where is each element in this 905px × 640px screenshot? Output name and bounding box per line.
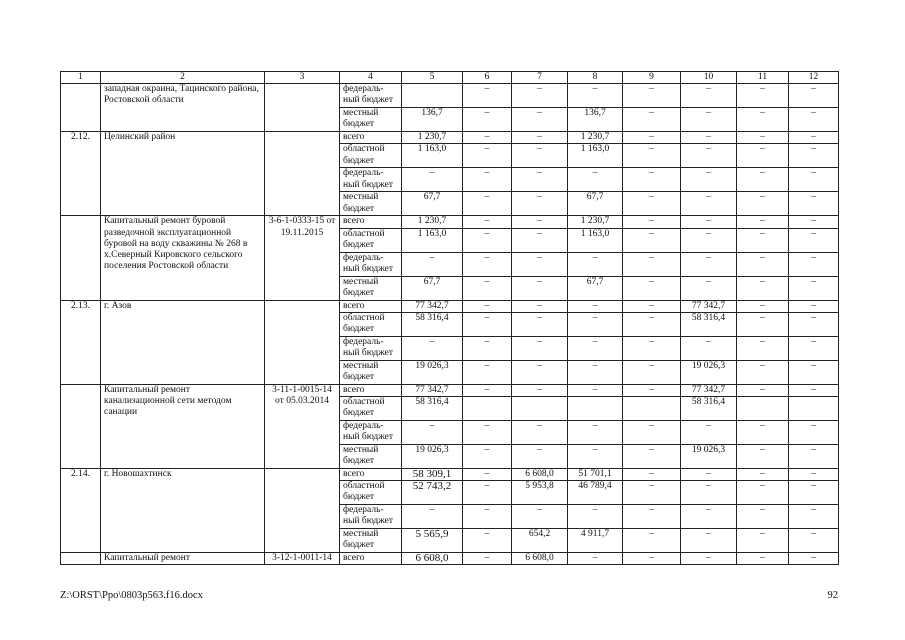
amount-cell: – [463,469,512,481]
amount-cell: – [512,252,568,276]
amount-cell: – [512,84,568,108]
amount-cell: – [681,84,737,108]
amount-cell: 1 163,0 [402,144,463,168]
contract-cell: 3-12-1-0011-14 [265,553,340,565]
amount-cell: – [737,312,789,336]
amount-cell: – [512,228,568,252]
header-cell: 1 [61,72,101,84]
amount-cell: – [463,216,512,228]
contract-cell [265,132,340,216]
amount-cell: – [737,336,789,360]
amount-cell: – [568,84,623,108]
amount-cell: – [789,228,839,252]
amount-cell: – [512,505,568,529]
amount-cell: 58 316,4 [402,312,463,336]
budget-source-cell: областной бюджет [340,481,402,505]
header-cell: 8 [568,72,623,84]
amount-cell: – [463,132,512,144]
budget-source-cell: всего [340,132,402,144]
amount-cell: – [737,505,789,529]
amount-cell: – [737,276,789,300]
amount-cell: – [512,144,568,168]
budget-source-cell: областной бюджет [340,144,402,168]
amount-cell: – [623,228,681,252]
amount-cell: – [681,192,737,216]
amount-cell: – [681,505,737,529]
header-cell: 2 [101,72,265,84]
object-name-cell: Целинский район [101,132,265,216]
amount-cell: – [623,144,681,168]
amount-cell: – [512,216,568,228]
amount-cell: – [402,505,463,529]
amount-cell: – [789,445,839,469]
amount-cell: – [681,168,737,192]
table-body [61,72,839,565]
amount-cell: – [623,252,681,276]
amount-cell: – [402,421,463,445]
amount-cell [737,397,789,421]
table-row [61,469,839,481]
amount-cell: – [463,312,512,336]
amount-cell: – [737,84,789,108]
amount-cell: – [737,192,789,216]
amount-cell: – [681,108,737,132]
header-cell: 3 [265,72,340,84]
amount-cell: 46 789,4 [568,481,623,505]
amount-cell: – [681,481,737,505]
object-name-cell: Капитальный ремонт [101,553,265,565]
header-cell: 10 [681,72,737,84]
amount-cell: 58 309,1 [402,469,463,481]
amount-cell: – [737,132,789,144]
amount-cell: – [737,300,789,312]
table-row [61,84,839,108]
amount-cell: – [463,553,512,565]
amount-cell: – [512,168,568,192]
budget-source-cell: всего [340,469,402,481]
amount-cell: – [623,108,681,132]
amount-cell: – [623,445,681,469]
amount-cell: 6 608,0 [402,553,463,565]
page-number: 92 [827,590,838,601]
amount-cell: 5 953,8 [512,481,568,505]
header-row [61,72,839,84]
amount-cell: – [512,132,568,144]
amount-cell: – [512,312,568,336]
amount-cell: 19 026,3 [402,360,463,384]
amount-cell: – [463,445,512,469]
amount-cell: – [681,132,737,144]
budget-source-cell: местный бюджет [340,360,402,384]
amount-cell: 19 026,3 [681,445,737,469]
amount-cell: – [623,360,681,384]
amount-cell: – [512,336,568,360]
amount-cell [568,397,623,421]
amount-cell: – [463,84,512,108]
amount-cell: – [623,276,681,300]
amount-cell: – [789,505,839,529]
amount-cell: 77 342,7 [681,384,737,396]
amount-cell: – [737,108,789,132]
amount-cell: – [568,384,623,396]
amount-cell: – [568,505,623,529]
amount-cell: – [463,144,512,168]
amount-cell: – [463,276,512,300]
amount-cell: 6 608,0 [512,553,568,565]
amount-cell: – [623,132,681,144]
amount-cell: – [623,421,681,445]
amount-cell: – [463,421,512,445]
amount-cell: – [789,360,839,384]
amount-cell: – [789,384,839,396]
amount-cell: 1 230,7 [568,216,623,228]
amount-cell: – [681,144,737,168]
table-row [61,216,839,228]
amount-cell: 654,2 [512,529,568,553]
amount-cell: – [681,228,737,252]
amount-cell: 58 316,4 [402,397,463,421]
amount-cell: – [681,336,737,360]
amount-cell: 77 342,7 [402,384,463,396]
amount-cell: – [789,300,839,312]
amount-cell: – [789,252,839,276]
amount-cell: 52 743,2 [402,481,463,505]
amount-cell: 6 608,0 [512,469,568,481]
amount-cell: 58 316,4 [681,397,737,421]
amount-cell: 19 026,3 [681,360,737,384]
budget-source-cell: местный бюджет [340,108,402,132]
section-number-cell: 2.14. [61,469,101,553]
amount-cell: – [789,132,839,144]
section-number-cell [61,84,101,132]
amount-cell: – [737,216,789,228]
amount-cell: – [789,144,839,168]
amount-cell: 136,7 [568,108,623,132]
amount-cell: – [737,360,789,384]
amount-cell: – [463,505,512,529]
table-row [61,384,839,396]
amount-cell: – [623,469,681,481]
object-name-cell: г. Новошахтинск [101,469,265,553]
amount-cell: – [681,529,737,553]
amount-cell [402,84,463,108]
amount-cell: 77 342,7 [402,300,463,312]
amount-cell: – [463,336,512,360]
budget-source-cell: областной бюджет [340,228,402,252]
amount-cell [789,397,839,421]
amount-cell: – [681,252,737,276]
header-cell: 9 [623,72,681,84]
budget-source-cell: местный бюджет [340,276,402,300]
amount-cell: – [789,216,839,228]
header-cell: 7 [512,72,568,84]
budget-source-cell: местный бюджет [340,529,402,553]
budget-source-cell: всего [340,553,402,565]
amount-cell: – [623,336,681,360]
amount-cell: – [623,553,681,565]
amount-cell: – [568,421,623,445]
section-number-cell [61,553,101,565]
amount-cell: – [568,360,623,384]
amount-cell: – [512,445,568,469]
amount-cell: – [789,312,839,336]
amount-cell: 58 316,4 [681,312,737,336]
amount-cell: – [737,168,789,192]
amount-cell: – [789,276,839,300]
amount-cell: – [568,336,623,360]
header-cell: 12 [789,72,839,84]
amount-cell: 1 163,0 [568,228,623,252]
contract-cell [265,84,340,132]
budget-source-cell: областной бюджет [340,397,402,421]
amount-cell: – [681,421,737,445]
budget-source-cell: всего [340,300,402,312]
amount-cell: – [463,228,512,252]
contract-cell: 3-11-1-0015-14 от 05.03.2014 [265,384,340,468]
budget-source-cell: областной бюджет [340,312,402,336]
amount-cell: 136,7 [402,108,463,132]
amount-cell: – [737,421,789,445]
amount-cell: – [789,168,839,192]
amount-cell: – [512,108,568,132]
amount-cell: – [512,192,568,216]
amount-cell: 1 163,0 [402,228,463,252]
amount-cell: – [737,553,789,565]
amount-cell: – [789,108,839,132]
amount-cell: – [737,144,789,168]
table-row [61,132,839,144]
amount-cell: – [623,481,681,505]
amount-cell: 67,7 [402,192,463,216]
amount-cell: – [463,360,512,384]
amount-cell: – [463,108,512,132]
amount-cell: – [789,481,839,505]
amount-cell: – [623,384,681,396]
budget-source-cell: федераль- ный бюджет [340,505,402,529]
amount-cell: – [789,469,839,481]
section-number-cell: 2.12. [61,132,101,216]
amount-cell: – [623,529,681,553]
amount-cell [512,397,568,421]
budget-source-cell: федераль- ный бюджет [340,421,402,445]
amount-cell: – [623,192,681,216]
amount-cell: – [737,529,789,553]
budget-source-cell: федераль- ный бюджет [340,336,402,360]
budget-source-cell: всего [340,384,402,396]
amount-cell: – [789,529,839,553]
amount-cell: – [402,336,463,360]
amount-cell: 1 230,7 [568,132,623,144]
amount-cell: – [737,481,789,505]
amount-cell: – [623,300,681,312]
budget-source-cell: федераль- ный бюджет [340,252,402,276]
amount-cell: – [681,276,737,300]
amount-cell: 1 163,0 [568,144,623,168]
contract-cell [265,469,340,553]
amount-cell: – [568,553,623,565]
header-cell: 6 [463,72,512,84]
amount-cell: – [463,481,512,505]
budget-source-cell: всего [340,216,402,228]
amount-cell: – [463,300,512,312]
amount-cell: – [681,469,737,481]
amount-cell: 1 230,7 [402,132,463,144]
amount-cell: – [463,529,512,553]
table-row [61,553,839,565]
amount-cell [623,397,681,421]
amount-cell: 67,7 [402,276,463,300]
amount-cell: 19 026,3 [402,445,463,469]
amount-cell: – [737,469,789,481]
amount-cell [463,397,512,421]
table-row [61,300,839,312]
header-cell: 4 [340,72,402,84]
amount-cell: 67,7 [568,192,623,216]
budget-source-cell: местный бюджет [340,192,402,216]
amount-cell: – [737,445,789,469]
header-cell: 11 [737,72,789,84]
amount-cell: – [737,228,789,252]
object-name-cell: Капитальный ремонт канализационной сети методом санации [101,384,265,468]
file-path: Z:\ORST\Ppo\0803p563.f16.docx [60,590,203,601]
amount-cell: – [623,312,681,336]
amount-cell: – [623,505,681,529]
object-name-cell: Капитальный ремонт буровой разведочной эксплуатационной буровой на воду скважины № 268 в х.Северный Кировского сельского поселения Ростовской области [101,216,265,300]
amount-cell: – [681,216,737,228]
amount-cell: – [463,384,512,396]
amount-cell: – [623,84,681,108]
budget-table [60,71,839,565]
amount-cell: 1 230,7 [402,216,463,228]
amount-cell: – [568,312,623,336]
amount-cell: – [463,192,512,216]
object-name-cell: западная окраина, Тацинского района, Ростовской области [101,84,265,132]
amount-cell: – [512,360,568,384]
amount-cell: – [789,553,839,565]
amount-cell: – [512,421,568,445]
amount-cell: 5 565,9 [402,529,463,553]
amount-cell: – [737,384,789,396]
contract-cell [265,300,340,384]
amount-cell: – [568,168,623,192]
amount-cell: – [681,553,737,565]
amount-cell: – [737,252,789,276]
contract-cell: 3-6-1-0333-15 от 19.11.2015 [265,216,340,300]
section-number-cell: 2.13. [61,300,101,384]
amount-cell: – [402,168,463,192]
amount-cell: – [789,421,839,445]
budget-source-cell: федераль- ный бюджет [340,168,402,192]
amount-cell: – [623,216,681,228]
amount-cell: – [789,336,839,360]
amount-cell: – [568,445,623,469]
section-number-cell [61,384,101,468]
amount-cell: 51 701,1 [568,469,623,481]
amount-cell: – [568,300,623,312]
amount-cell: 77 342,7 [681,300,737,312]
amount-cell: – [789,192,839,216]
amount-cell: – [402,252,463,276]
amount-cell: – [463,168,512,192]
budget-source-cell: местный бюджет [340,445,402,469]
section-number-cell [61,216,101,300]
object-name-cell: г. Азов [101,300,265,384]
amount-cell: – [512,384,568,396]
header-cell: 5 [402,72,463,84]
amount-cell: – [789,84,839,108]
amount-cell: 67,7 [568,276,623,300]
amount-cell: – [512,276,568,300]
amount-cell: – [623,168,681,192]
budget-source-cell: федераль- ный бюджет [340,84,402,108]
amount-cell: 4 911,7 [568,529,623,553]
amount-cell: – [463,252,512,276]
amount-cell: – [512,300,568,312]
amount-cell: – [568,252,623,276]
